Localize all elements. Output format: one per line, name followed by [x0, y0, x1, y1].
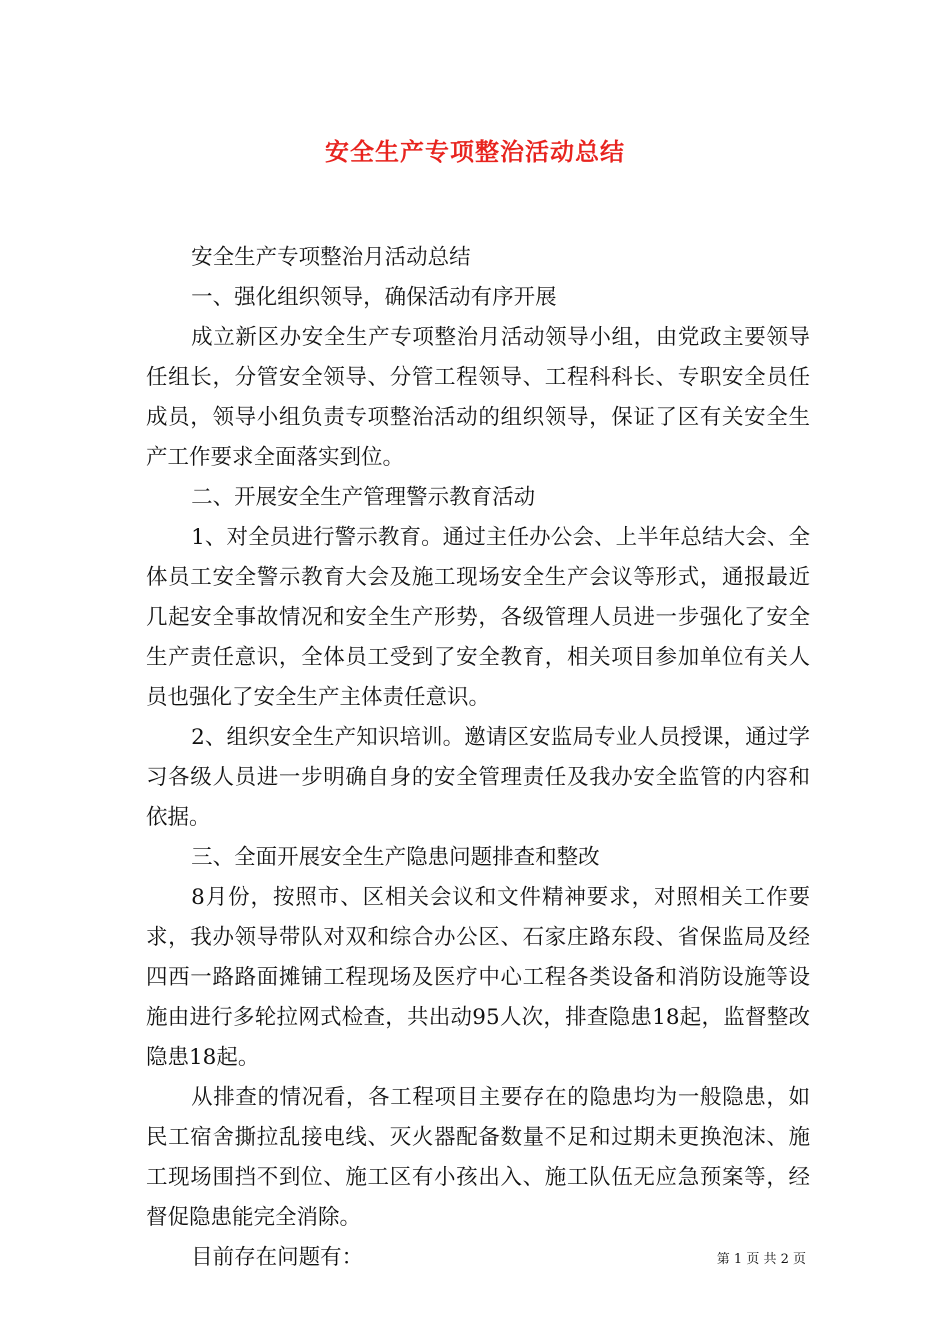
paragraph-subtitle: 安全生产专项整治月活动总结 [191, 245, 471, 270]
paragraph: 目前存在问题有： [191, 1245, 364, 1270]
paragraph: 1、对全员进行警示教育。通过主任办公会、上半年总结大会、全体员工安全警示教育大会及施工现场安全生产会议等形式，通报最近几起安全事故情况和安全生产形势，各级管理人员进一步强化了安全生产责任意识，全体员工受到了安全教育，相关项目参加单位有关人员也强化了安全生产主体责任意识。 [146, 525, 810, 710]
paragraph: 2、组织安全生产知识培训。邀请区安监局专业人员授课，通过学习各级人员进一步明确自身的安全管理责任及我办安全监管的内容和依据。 [146, 725, 810, 830]
paragraph: 成立新区办安全生产专项整治月活动领导小组，由党政主要领导任组长，分管安全领导、分管工程领导、工程科科长、专职安全员任成员，领导小组负责专项整治活动的组织领导，保证了区有关安全生产工作要求全面落实到位。 [146, 325, 810, 470]
heading-section-1: 一、强化组织领导，确保活动有序开展 [191, 285, 557, 310]
heading-section-3: 三、全面开展安全生产隐患问题排查和整改 [191, 845, 600, 870]
page-number: 第 1 页 共 2 页 [716, 1252, 806, 1267]
paragraph: 8月份，按照市、区相关会议和文件精神要求，对照相关工作要求，我办领导带队对双和综合办公区、石家庄路东段、省保监局及经四西一路路面摊铺工程现场及医疗中心工程各类设备和消防设施等设施由进行多轮拉网式检查，共出动95人次，排查隐患18起，监督整改隐患18起。 [146, 885, 811, 1070]
document-body [146, 238, 810, 1278]
paragraph: 从排查的情况看，各工程项目主要存在的隐患均为一般隐患，如民工宿舍撕拉乱接电线、灭火器配备数量不足和过期未更换泡沫、施工现场围挡不到位、施工区有小孩出入、施工队伍无应急预案等，经督促隐患能完全消除。 [146, 1085, 810, 1230]
document-title: 安全生产专项整治活动总结 [325, 137, 625, 166]
heading-section-2: 二、开展安全生产管理警示教育活动 [191, 485, 536, 510]
